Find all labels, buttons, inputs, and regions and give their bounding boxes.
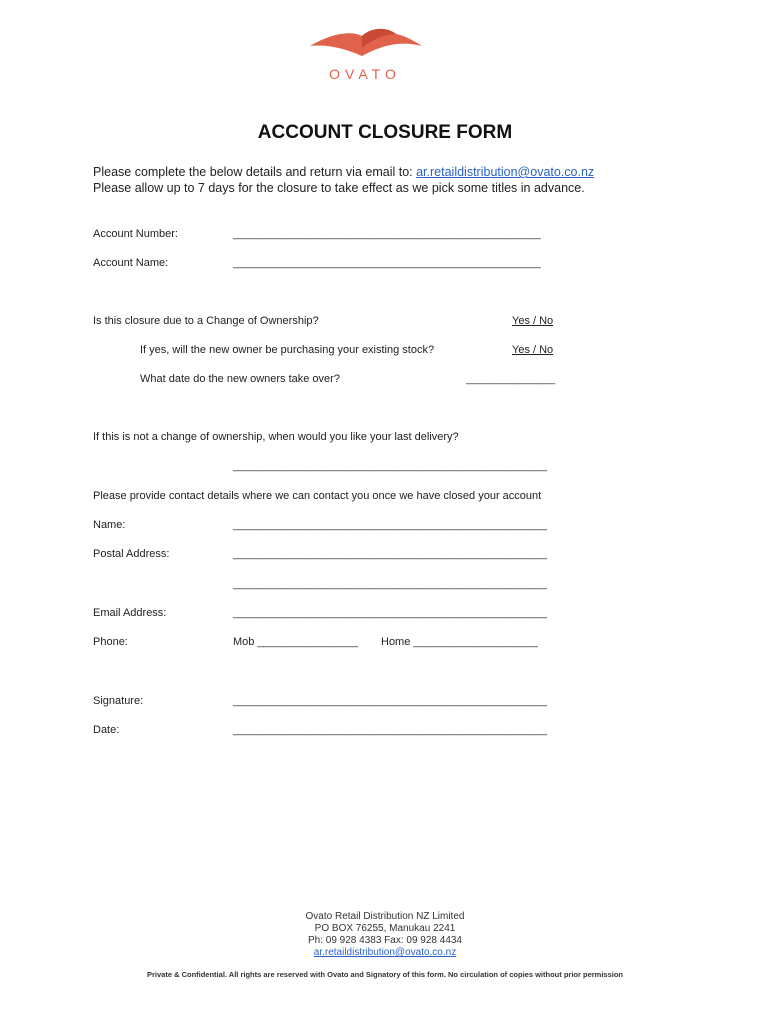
footer-company: Ovato Retail Distribution NZ Limited <box>305 911 465 922</box>
account-number-field[interactable]: ____________________________________________________ <box>233 228 541 240</box>
footer-email <box>0 947 770 958</box>
contact-intro: Please provide contact details where we can contact you once we have closed your account <box>93 490 542 502</box>
intro-text: Please complete the below details and return via email to: <box>93 165 413 179</box>
mob-label: Mob <box>233 636 255 648</box>
ownership-question: Is this closure due to a Change of Ownership? <box>93 315 319 327</box>
takeover-date-question: What date do the new owners take over? <box>140 373 340 385</box>
footer-phone-fax: Ph: 09 928 4383 Fax: 09 928 4434 <box>307 935 462 946</box>
email-link[interactable]: ar.retaildistribution@ovato.co.nz <box>416 165 595 179</box>
brand-name: OVATO <box>329 66 401 82</box>
home-field[interactable]: _____________________ <box>413 636 538 648</box>
phone-label: Phone: <box>93 636 128 648</box>
signature-label: Signature: <box>93 695 144 707</box>
name-label: Name: <box>93 519 126 531</box>
delivery-question: If this is not a change of ownership, when would you like your last delivery? <box>93 431 459 443</box>
account-name-field[interactable]: ____________________________________________________ <box>233 257 541 269</box>
intro-line-2: Please allow up to 7 days for the closure to take effect as we pick some titles in advance. <box>93 181 585 195</box>
home-label: Home <box>381 636 411 648</box>
delivery-field[interactable]: _____________________________________________________ <box>233 460 547 472</box>
footer-po-box: PO BOX 76255, Manukau 2241 <box>314 923 456 934</box>
postal-address-label: Postal Address: <box>93 548 170 560</box>
intro-line-1 <box>93 165 594 179</box>
account-number-label: Account Number: <box>93 228 178 240</box>
mobile-phone-group <box>233 636 358 648</box>
stock-yes-no[interactable]: Yes / No <box>512 344 554 356</box>
page-title: ACCOUNT CLOSURE FORM <box>257 122 513 143</box>
postal-address-field-1[interactable]: _____________________________________________________ <box>233 548 547 560</box>
name-field[interactable]: _____________________________________________________ <box>233 519 547 531</box>
date-field[interactable]: _____________________________________________________ <box>233 724 547 736</box>
email-address-field[interactable]: _____________________________________________________ <box>233 607 547 619</box>
ownership-yes-no[interactable]: Yes / No <box>512 315 554 327</box>
mob-field[interactable]: _________________ <box>257 636 359 648</box>
stock-question: If yes, will the new owner be purchasing your existing stock? <box>140 344 435 356</box>
email-address-label: Email Address: <box>93 607 167 619</box>
signature-field[interactable]: _____________________________________________________ <box>233 695 547 707</box>
home-phone-group <box>381 636 538 648</box>
date-label: Date: <box>93 724 120 736</box>
takeover-date-field[interactable]: _______________ <box>466 373 555 385</box>
account-name-label: Account Name: <box>93 257 169 269</box>
postal-address-field-2[interactable]: _____________________________________________________ <box>233 578 547 590</box>
legal-notice: Private & Confidential. All rights are reserved with Ovato and Signatory of this form. No circulation of copies without prior permission <box>146 970 624 979</box>
footer-email-link[interactable]: ar.retaildistribution@ovato.co.nz <box>313 947 457 958</box>
